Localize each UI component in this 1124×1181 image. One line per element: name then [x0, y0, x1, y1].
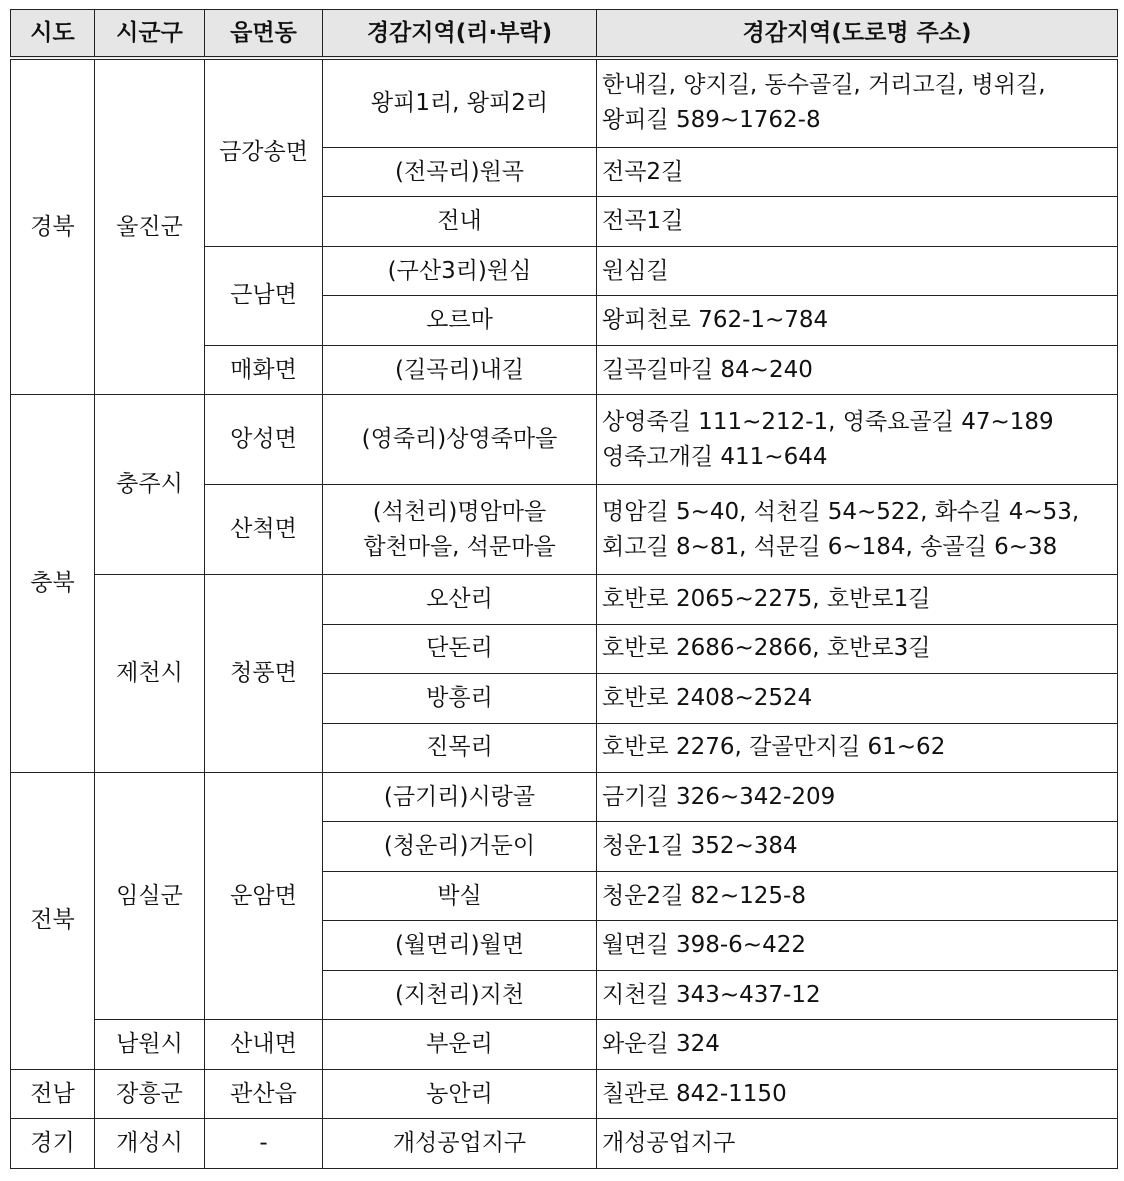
eupmyeondong-cell: 관산읍: [205, 1069, 323, 1118]
road-cell: 금기길 326~342-209: [597, 772, 1118, 821]
area-cell: (지천리)지천: [323, 970, 597, 1019]
area-cell: 개성공업지구: [323, 1119, 597, 1169]
eupmyeondong-cell: 운암면: [205, 772, 323, 1019]
road-cell: 와운길 324: [597, 1020, 1118, 1069]
eupmyeondong-cell: -: [205, 1119, 323, 1169]
area-line: (석천리)명암마을: [372, 498, 547, 525]
sido-cell: 경북: [11, 58, 95, 395]
area-cell: 진목리: [323, 723, 597, 772]
road-cell: 지천길 343~437-12: [597, 970, 1118, 1019]
sido-cell: 전남: [11, 1069, 95, 1118]
road-cell: [597, 395, 1118, 485]
area-cell: 방흥리: [323, 674, 597, 723]
sigungu-cell: 제천시: [95, 575, 205, 773]
area-cell: 단돈리: [323, 624, 597, 673]
area-cell: 박실: [323, 871, 597, 920]
sido-cell: 경기: [11, 1119, 95, 1169]
area-cell: (월면리)월면: [323, 921, 597, 970]
road-cell: 왕피천로 762-1~784: [597, 296, 1118, 345]
sigungu-cell: 남원시: [95, 1020, 205, 1069]
area-cell: (영죽리)상영죽마을: [323, 395, 597, 485]
eupmyeondong-cell: 산내면: [205, 1020, 323, 1069]
table-row: [11, 395, 1118, 485]
road-line: 영죽고개길 411~644: [602, 443, 828, 470]
area-cell: (청운리)거둔이: [323, 822, 597, 871]
area-cell: 전내: [323, 197, 597, 246]
area-cell: [323, 485, 597, 575]
road-cell: 월면길 398-6~422: [597, 921, 1118, 970]
sigungu-cell: 충주시: [95, 395, 205, 575]
table-row: [11, 772, 1118, 821]
sigungu-cell: 장흥군: [95, 1069, 205, 1118]
header-sido: 시도: [11, 10, 95, 59]
road-cell: 호반로 2686~2866, 호반로3길: [597, 624, 1118, 673]
sido-cell: 전북: [11, 772, 95, 1069]
table-row: [11, 1020, 1118, 1069]
road-line: 회고길 8~81, 석문길 6~184, 송골길 6~38: [602, 533, 1058, 560]
table-row: [11, 1119, 1118, 1169]
road-cell: 호반로 2276, 갈골만지길 61~62: [597, 723, 1118, 772]
road-cell: [597, 485, 1118, 575]
area-cell: 부운리: [323, 1020, 597, 1069]
road-cell: 호반로 2065~2275, 호반로1길: [597, 575, 1118, 624]
road-line: 왕피길 589~1762-8: [602, 107, 821, 134]
road-line: 상영죽길 111~212-1, 영죽요골길 47~189: [602, 408, 1054, 435]
table-row: [11, 575, 1118, 624]
area-cell: (길곡리)내길: [323, 345, 597, 394]
header-eupmyeondong: 읍면동: [205, 10, 323, 59]
area-cell: 오르마: [323, 296, 597, 345]
area-cell: 농안리: [323, 1069, 597, 1118]
eupmyeondong-cell: 매화면: [205, 345, 323, 394]
sido-cell: 충북: [11, 395, 95, 773]
header-sigungu: 시군구: [95, 10, 205, 59]
header-road-address: 경감지역(도로명 주소): [597, 10, 1118, 59]
eupmyeondong-cell: 청풍면: [205, 575, 323, 773]
road-cell: 원심길: [597, 246, 1118, 295]
road-cell: 청운2길 82~125-8: [597, 871, 1118, 920]
area-cell: (금기리)시랑골: [323, 772, 597, 821]
road-cell: [597, 58, 1118, 147]
road-cell: 전곡1길: [597, 197, 1118, 246]
road-line: 명암길 5~40, 석천길 54~522, 화수길 4~53,: [602, 498, 1080, 525]
sigungu-cell: 울진군: [95, 58, 205, 395]
sigungu-cell: 임실군: [95, 772, 205, 1019]
road-cell: 길곡길마길 84~240: [597, 345, 1118, 394]
road-cell: 호반로 2408~2524: [597, 674, 1118, 723]
header-area: 경감지역(리·부락): [323, 10, 597, 59]
area-line: 합천마을, 석문마을: [363, 533, 556, 560]
road-cell: 청운1길 352~384: [597, 822, 1118, 871]
eupmyeondong-cell: 근남면: [205, 246, 323, 345]
table-row: [11, 58, 1118, 147]
road-cell: 칠관로 842-1150: [597, 1069, 1118, 1118]
area-cell: (구산3리)원심: [323, 246, 597, 295]
road-line: 한내길, 양지길, 동수골길, 거리고길, 병위길,: [602, 72, 1046, 99]
sigungu-cell: 개성시: [95, 1119, 205, 1169]
road-cell: 전곡2길: [597, 147, 1118, 196]
eupmyeondong-cell: 금강송면: [205, 58, 323, 246]
table-row: [11, 1069, 1118, 1118]
area-cell: 왕피1리, 왕피2리: [323, 58, 597, 147]
eupmyeondong-cell: 앙성면: [205, 395, 323, 485]
relief-area-table: [10, 9, 1118, 1169]
area-cell: (전곡리)원곡: [323, 147, 597, 196]
area-cell: 오산리: [323, 575, 597, 624]
eupmyeondong-cell: 산척면: [205, 485, 323, 575]
header-row: [11, 10, 1118, 59]
road-cell: 개성공업지구: [597, 1119, 1118, 1169]
